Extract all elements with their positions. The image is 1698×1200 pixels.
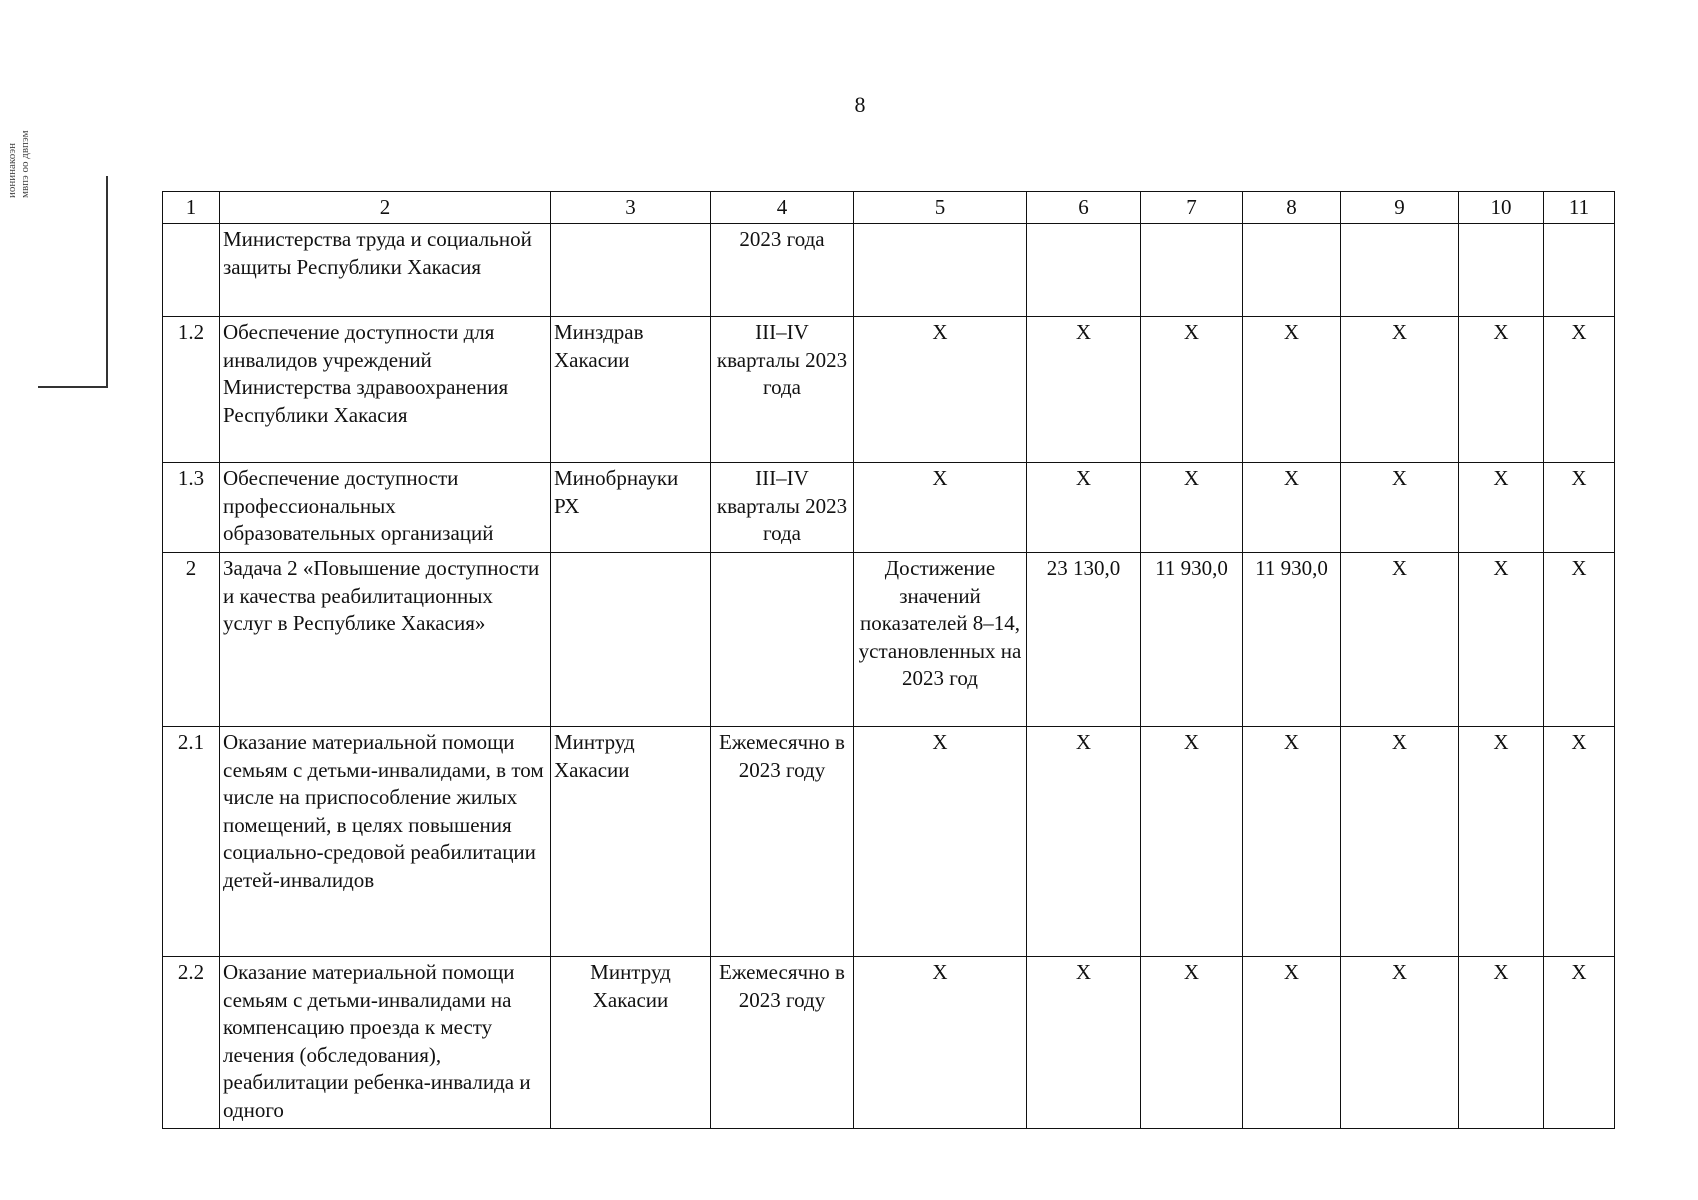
row-col-6: X (1027, 317, 1141, 463)
row-name: Обеспечение доступности для инвалидов учреждений Министерства здравоохранения Республики Хакасия (220, 317, 551, 463)
row-executor: Минздрав Хакасии (551, 317, 711, 463)
table-row (163, 224, 1615, 317)
row-number: 2 (163, 553, 220, 727)
header-col-10: 10 (1459, 192, 1544, 224)
row-col-10: X (1459, 957, 1544, 1129)
row-result: X (854, 727, 1027, 957)
row-term: III–IV кварталы 2023 года (711, 463, 854, 553)
header-col-11: 11 (1544, 192, 1615, 224)
header-col-4: 4 (711, 192, 854, 224)
row-col-11 (1544, 224, 1615, 317)
row-col-7 (1141, 224, 1243, 317)
row-col-8: X (1243, 727, 1341, 957)
header-col-9: 9 (1341, 192, 1459, 224)
table-row (163, 553, 1615, 727)
row-col-6 (1027, 224, 1141, 317)
row-col-9: X (1341, 317, 1459, 463)
row-executor: Минтруд Хакасии (551, 727, 711, 957)
row-result: X (854, 463, 1027, 553)
row-col-10: X (1459, 463, 1544, 553)
row-name: Задача 2 «Повышение доступности и качества реабилитационных услуг в Республике Хакасия» (220, 553, 551, 727)
row-col-6: X (1027, 727, 1141, 957)
header-col-6: 6 (1027, 192, 1141, 224)
row-name: Оказание материальной помощи семьям с детьми-инвалидами на компенсацию проезда к месту лечения (обследования), реабилитации ребенка-инвалида и одного (220, 957, 551, 1129)
header-col-3: 3 (551, 192, 711, 224)
row-col-10: X (1459, 317, 1544, 463)
row-col-8: X (1243, 957, 1341, 1129)
row-col-9: X (1341, 957, 1459, 1129)
row-col-9: X (1341, 727, 1459, 957)
row-number: 2.2 (163, 957, 220, 1129)
row-col-7: X (1141, 317, 1243, 463)
row-col-6: 23 130,0 (1027, 553, 1141, 727)
row-name: Оказание материальной помощи семьям с детьми-инвалидами, в том числе на приспособление жилых помещений, в целях повышения социально-средовой реабилитации детей-инвалидов (220, 727, 551, 957)
row-term: Ежемесячно в 2023 году (711, 727, 854, 957)
row-term (711, 553, 854, 727)
row-number (163, 224, 220, 317)
row-col-11: X (1544, 727, 1615, 957)
row-number: 1.3 (163, 463, 220, 553)
row-result: Достижение значений показателей 8–14, установленных на 2023 год (854, 553, 1027, 727)
table-row (163, 957, 1615, 1129)
row-col-8 (1243, 224, 1341, 317)
row-number: 1.2 (163, 317, 220, 463)
row-col-6: X (1027, 957, 1141, 1129)
row-col-7: X (1141, 727, 1243, 957)
table-row (163, 317, 1615, 463)
header-col-2: 2 (220, 192, 551, 224)
row-col-10: X (1459, 727, 1544, 957)
row-executor (551, 224, 711, 317)
table-row (163, 727, 1615, 957)
row-col-7: X (1141, 957, 1243, 1129)
header-col-1: 1 (163, 192, 220, 224)
row-col-8: X (1243, 463, 1341, 553)
row-name: Министерства труда и социальной защиты Республики Хакасия (220, 224, 551, 317)
row-col-10: X (1459, 553, 1544, 727)
row-col-8: X (1243, 317, 1341, 463)
row-col-11: X (1544, 957, 1615, 1129)
header-col-5: 5 (854, 192, 1027, 224)
row-col-9: X (1341, 553, 1459, 727)
header-col-8: 8 (1243, 192, 1341, 224)
plan-table (162, 191, 1615, 1129)
row-result (854, 224, 1027, 317)
row-result: X (854, 317, 1027, 463)
row-col-7: X (1141, 463, 1243, 553)
row-term: III–IV кварталы 2023 года (711, 317, 854, 463)
row-col-11: X (1544, 463, 1615, 553)
row-term: Ежемесячно в 2023 году (711, 957, 854, 1129)
side-stamp-text: ионинакоэн мвпэ оо двпэм (6, 130, 31, 198)
row-col-10 (1459, 224, 1544, 317)
row-col-9 (1341, 224, 1459, 317)
row-result: X (854, 957, 1027, 1129)
row-col-11: X (1544, 317, 1615, 463)
row-col-9: X (1341, 463, 1459, 553)
table-row (163, 463, 1615, 553)
header-col-7: 7 (1141, 192, 1243, 224)
row-executor (551, 553, 711, 727)
side-stamp (38, 176, 108, 388)
header-row (163, 192, 1615, 224)
row-term: 2023 года (711, 224, 854, 317)
row-col-7: 11 930,0 (1141, 553, 1243, 727)
row-col-11: X (1544, 553, 1615, 727)
row-col-8: 11 930,0 (1243, 553, 1341, 727)
row-executor: Минтруд Хакасии (551, 957, 711, 1129)
row-executor: Минобрнауки РХ (551, 463, 711, 553)
row-col-6: X (1027, 463, 1141, 553)
row-number: 2.1 (163, 727, 220, 957)
row-name: Обеспечение доступности профессиональных образовательных организаций (220, 463, 551, 553)
page-number: 8 (854, 92, 866, 117)
